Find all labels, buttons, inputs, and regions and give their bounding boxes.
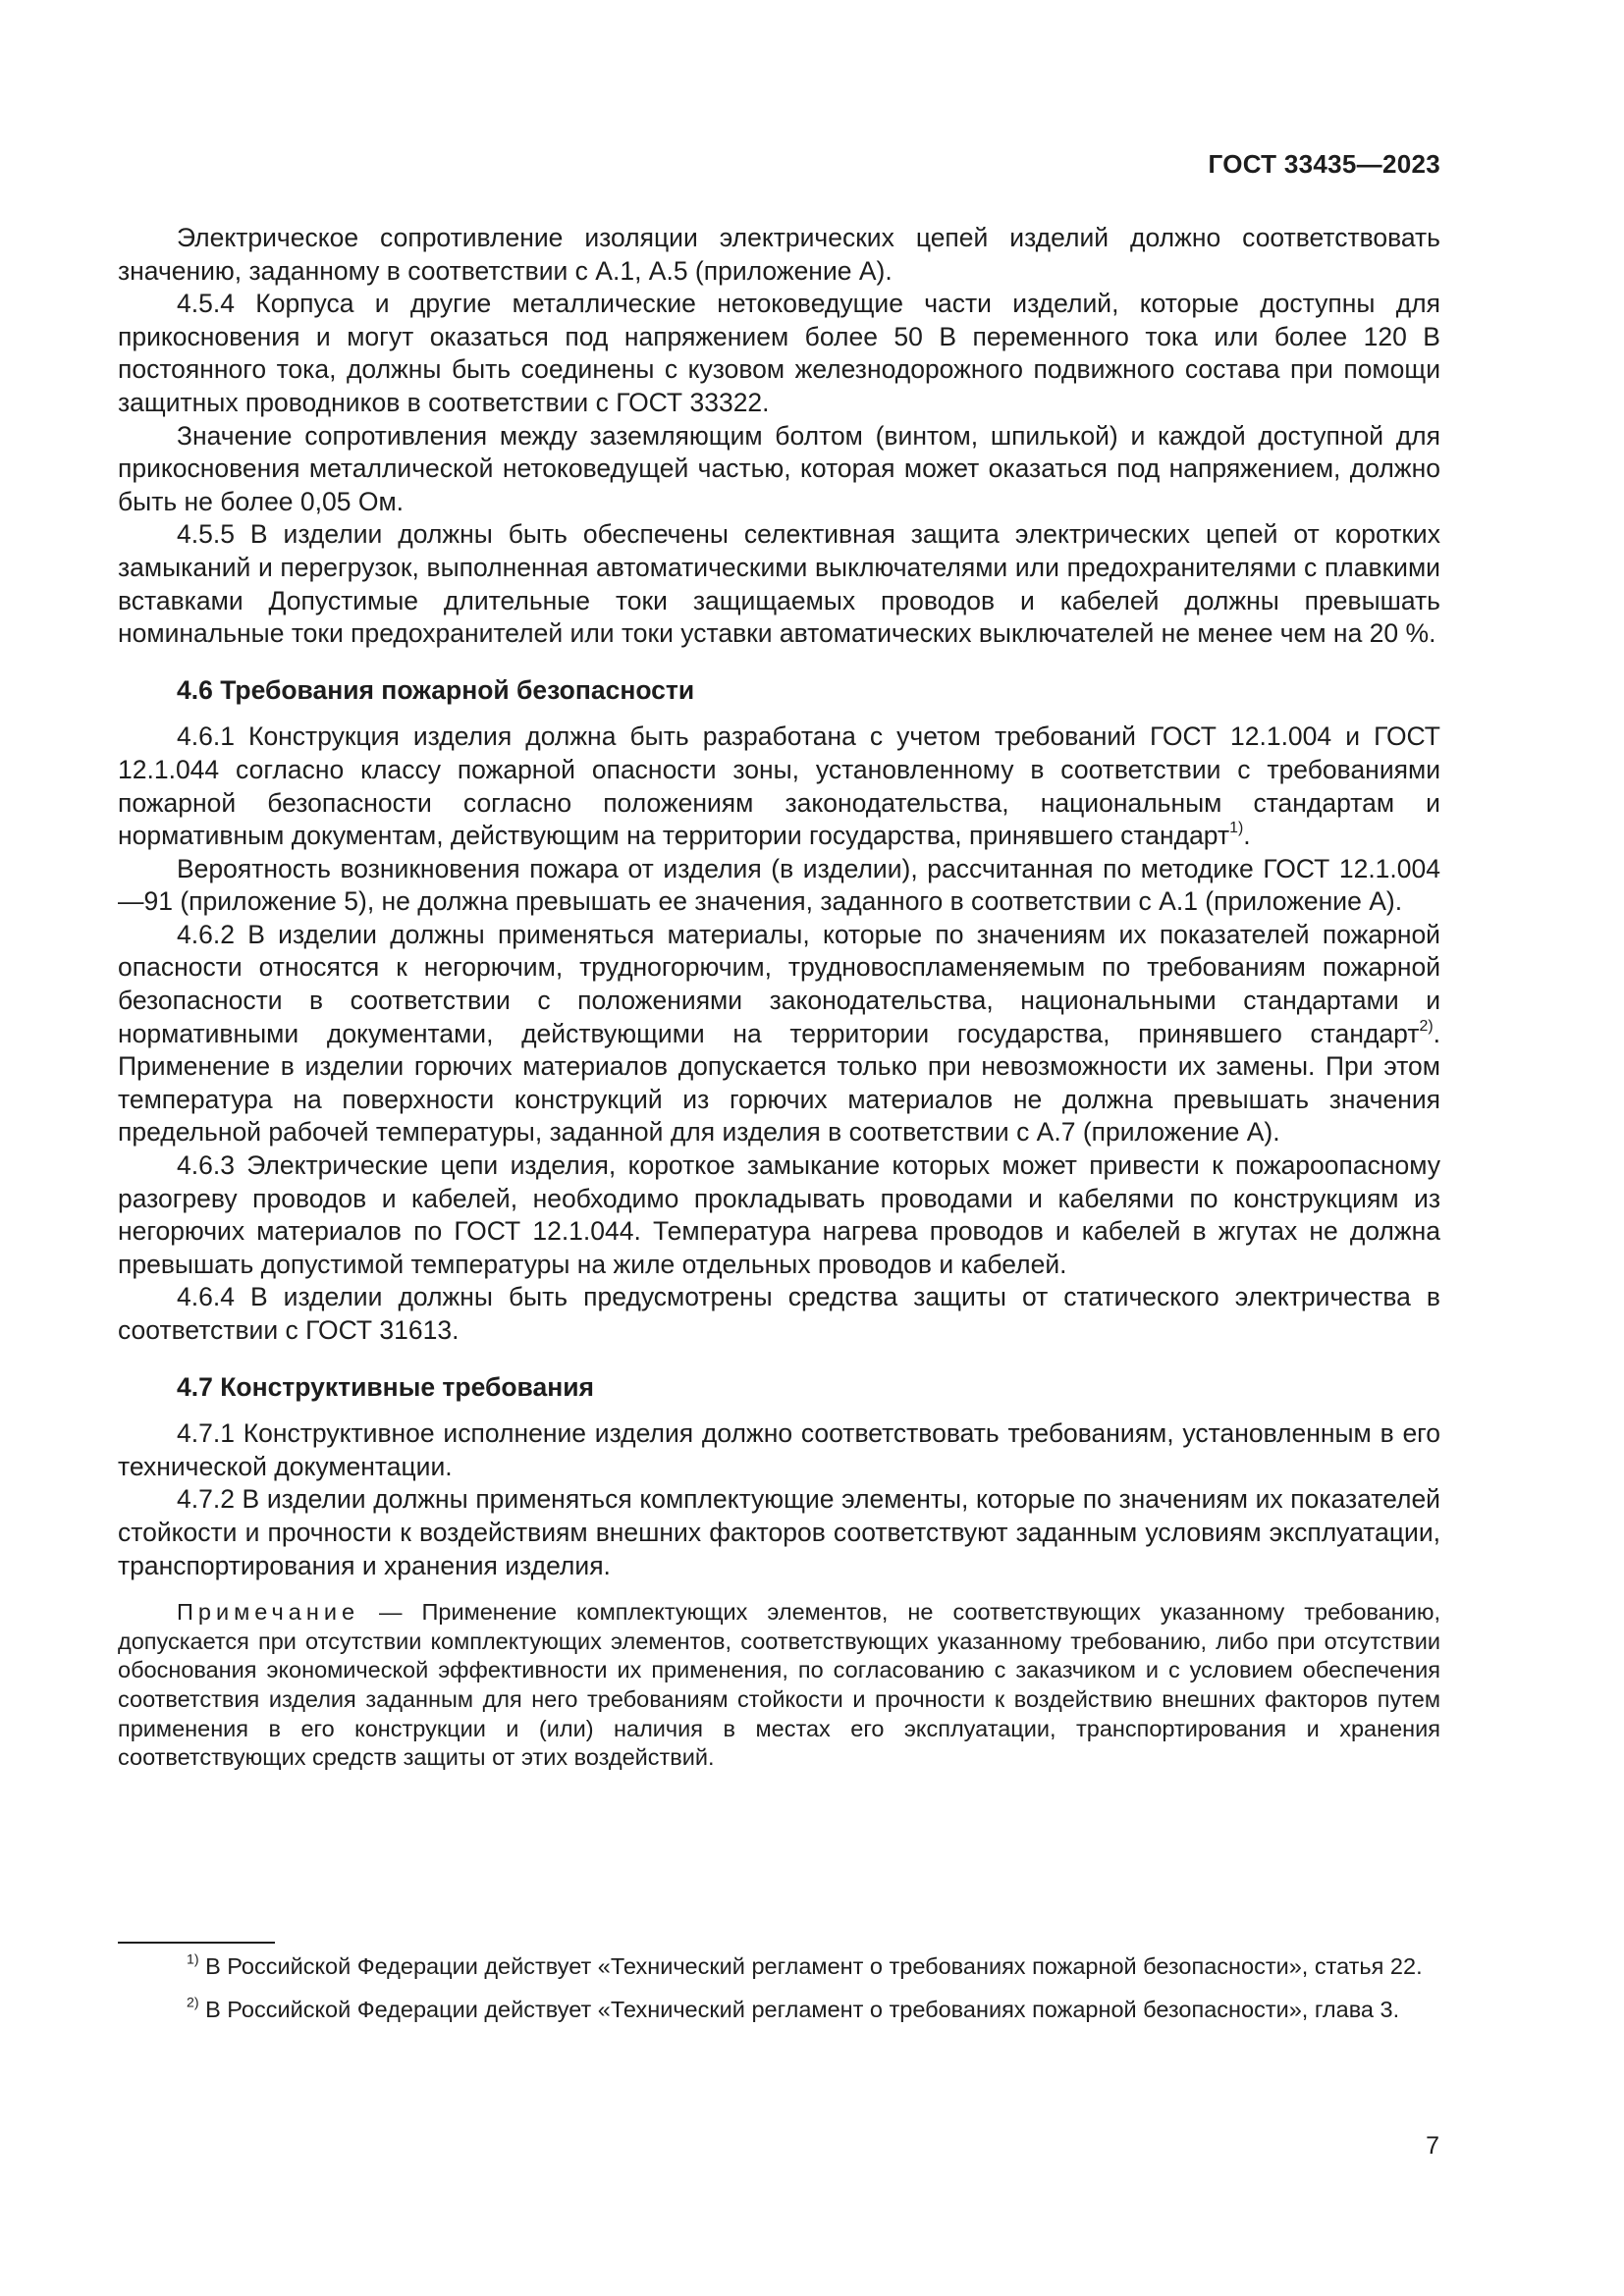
footnote-text: В Российской Федерации действует «Технический регламент о требованиях пожарной безопасности», глава 3. (198, 1996, 1400, 2022)
paragraph-4-6-3: 4.6.3 Электрические цепи изделия, короткое замыкание которых может привести к пожароопасному разогреву проводов и кабелей, необходимо прокладывать проводами и кабелями по конструкциям из негорючих материалов по ГОСТ 12.1.044. Температура нагрева проводов и кабелей в жгутах не должна превышать допустимой температуры на жиле отдельных проводов и кабелей. (118, 1150, 1440, 1279)
note-text: — Применение комплектующих элементов, не соответствующих указанному требованию, допускается при отсутствии комплектующих элементов, соответствующих указанному требованию, либо при отсутствии обоснования экономической эффективности их применения, по согласованию с заказчиком и с условием обеспечения соответствия изделия заданным для него требованиям стойкости и прочности к воздействию внешних факторов путем применения в его конструкции и (или) наличия в местах его эксплуатации, транспортирования и хранения соответствующих средств защиты от этих воздействий. (118, 1599, 1440, 1771)
paragraph-4-6-2 (118, 919, 1440, 1149)
paragraph-4-7-2: 4.7.2 В изделии должны применяться комплектующие элементы, которые по значениям их показателей стойкости и прочности к воздействиям внешних факторов соответствуют заданным условиям эксплуатации, транспортирования и хранения изделия. (118, 1484, 1440, 1580)
paragraph-text-end: . Применение в изделии горючих материалов допускается только при невозможности их замены. При этом температура на поверхности конструкций из горючих материалов не должна превышать значения предельной рабочей температуры, заданной для изделия в соответствии с А.7 (приложение А). (118, 1018, 1440, 1148)
footnote-ref: 1) (1229, 820, 1244, 837)
page-number: 7 (1426, 2132, 1439, 2160)
paragraph-text: 4.6.2 В изделии должны применяться материалы, которые по значениям их показателей пожарной опасности относятся к негорючим, трудногорючим, трудновоспламеняемым по требованиям пожарной безопасности в соответствии с положениями законодательства, национальными стандартами и нормативными документами, действующими на территории государства, принявшего стандарт (118, 919, 1440, 1048)
footnote-ref: 2) (1419, 1017, 1434, 1035)
section-heading-4-7: 4.7 Конструктивные требования (177, 1371, 594, 1402)
footnote-mark: 2) (187, 1994, 199, 2010)
footnote-mark: 1) (187, 1950, 199, 1967)
paragraph-4-6-4: 4.6.4 В изделии должны быть предусмотрены средства защиты от статического электричества в соответствии с ГОСТ 31613. (118, 1282, 1440, 1345)
paragraph-4-5-4: 4.5.4 Корпуса и другие металлические нетоковедущие части изделий, которые доступны для прикосновения и могут оказаться под напряжением более 50 В переменного тока или более 120 В постоянного тока, должны быть соединены с кузовом железнодорожного подвижного состава при помощи защитных проводников в соответствии с ГОСТ 33322. (118, 289, 1440, 417)
section-heading-4-6: 4.6 Требования пожарной безопасности (177, 674, 695, 705)
paragraph: Значение сопротивления между заземляющим болтом (винтом, шпилькой) и каждой доступной для прикосновения металлической нетоковедущей частью, которая может оказаться под напряжением, должно быть не более 0,05 Ом. (118, 420, 1440, 516)
paragraph-text: 4.6.1 Конструкция изделия должна быть разработана с учетом требований ГОСТ 12.1.004 и ГОСТ 12.1.044 согласно классу пожарной опасности зоны, установленному в соответствии с требованиями пожарной безопасности согласно положениям законодательства, национальным стандартам и нормативным документам, действующим на территории государства, принявшего стандарт (118, 721, 1440, 851)
paragraph-4-6-1 (118, 721, 1440, 852)
note-label: Примечание (177, 1599, 360, 1626)
main-text (118, 222, 1440, 1773)
paragraph: Электрическое сопротивление изоляции электрических цепей изделий должно соответствовать значению, заданному в соответствии с А.1, А.5 (приложение А). (118, 223, 1440, 286)
paragraph-4-7-1: 4.7.1 Конструктивное исполнение изделия должно соответствовать требованиям, установленным в его технической документации. (118, 1418, 1440, 1481)
footnotes (118, 1952, 1440, 2038)
paragraph-text-end: . (1243, 821, 1251, 851)
paragraph: Вероятность возникновения пожара от изделия (в изделии), рассчитанная по методике ГОСТ 12.1.004—91 (приложение 5), не должна превышать ее значения, заданного в соответствии с А.1 (приложение А). (118, 853, 1440, 917)
footnote-separator (118, 1942, 275, 1944)
footnote (118, 1952, 1440, 1982)
paragraph-4-5-5: 4.5.5 В изделии должны быть обеспечены селективная защита электрических цепей от коротких замыканий и перегрузок, выполненная автоматическими выключателями или предохранителями с плавкими вставками Допустимые длительные токи защищаемых проводов и кабелей должны превышать номинальные токи предохранителей или токи уставки автоматических выключателей не менее чем на 20 %. (118, 519, 1440, 649)
note (118, 1598, 1440, 1773)
document-code: ГОСТ 33435—2023 (1208, 149, 1440, 179)
footnote-text: В Российской Федерации действует «Технический регламент о требованиях пожарной безопасности», статья 22. (198, 1953, 1423, 1979)
footnote (118, 1996, 1440, 2025)
